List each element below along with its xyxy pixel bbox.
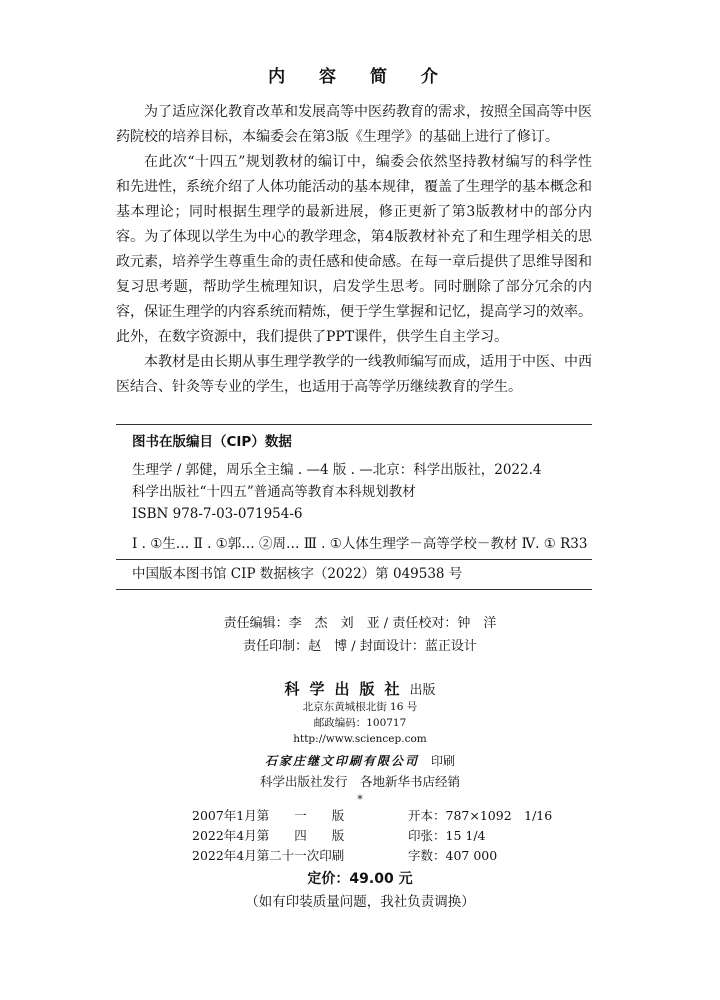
publisher-suffix: 出版 <box>409 683 436 698</box>
cip-block <box>116 424 592 590</box>
distribution-line: 科学出版社发行 各地新华书店经销 <box>259 774 460 789</box>
cip-lines <box>116 459 592 525</box>
cip-line-series: 科学出版社“十四五”普通高等教育本科规划教材 <box>132 484 416 500</box>
publisher-name-line <box>0 678 720 699</box>
page-title: 内 容 简 介 <box>268 67 452 87</box>
edition-spec: 印张：15 1/4 <box>408 828 486 843</box>
editors-line: 责任印制：赵 博 / 封面设计：蓝正设计 <box>243 639 477 654</box>
quality-notice: （如有印装质量问题，我社负责调换） <box>245 894 475 910</box>
printer-suffix: 印刷 <box>431 754 456 768</box>
edition-date: 2022年4月第 四 版 <box>192 828 345 843</box>
edition-row <box>192 806 552 826</box>
separator-star: * <box>357 793 363 806</box>
edition-row <box>192 846 552 866</box>
printer-line <box>0 751 720 771</box>
publisher-url: http://www.sciencep.com <box>293 733 427 745</box>
introduction <box>116 100 592 400</box>
printer-name: 石家庄继文印刷有限公司 <box>264 754 419 768</box>
intro-paragraph: 为了适应深化教育改革和发展高等中医药教育的需求，按照全国高等中医药院校的培养目标，本编委会在第3版《生理学》的基础上进行了修订。 <box>116 104 592 145</box>
price: 定价：49.00 元 <box>307 871 413 887</box>
publisher-block <box>0 678 720 808</box>
edition-date: 2007年1月第 一 版 <box>192 808 345 823</box>
edition-info <box>192 806 552 866</box>
edition-spec: 字数：407 000 <box>408 848 498 863</box>
cip-heading: 图书在版编目（CIP）数据 <box>132 434 292 450</box>
publisher-postcode: 邮政编码：100717 <box>313 717 407 729</box>
intro-paragraph: 本教材是由长期从事生理学教学的一线教师编写而成，适用于中医、中西医结合、针灸等专业的学生，也适用于高等学历继续教育的学生。 <box>116 354 592 395</box>
cip-classification: Ⅰ . ①生… Ⅱ . ①郭… ②周… Ⅲ . ①人体生理学－高等学校－教材 Ⅳ. ① R33 <box>132 536 588 552</box>
publisher-address: 北京东黄城根北街 16 号 <box>302 701 418 713</box>
publisher-name: 科学出版社 <box>284 680 410 698</box>
edition-row <box>192 826 552 846</box>
intro-paragraph: 在此次“十四五”规划教材的编订中，编委会依然坚持教材编写的科学性和先进性，系统介绍了人体功能活动的基本规律，覆盖了生理学的基本概念和基本理论；同时根据生理学的最新进展，修正更新了第3版教材中的部分内容。为了体现以学生为中心的教学理念，第4版教材补充了和生理学相关的思政元素，培养学生尊重生命的责任感和使命感。在每一章后提供了思维导图和复习思考题，帮助学生梳理知识，启发学生思考。同时删除了部分冗余的内容，保证生理学的内容系统而精炼，便于学生掌握和记忆，提高学习的效率。此外，在数字资源中，我们提供了PPT课件，供学生自主学习。 <box>116 154 592 345</box>
edition-date: 2022年4月第二十一次印刷 <box>192 848 345 863</box>
editors-line: 责任编辑：李 杰 刘 亚 / 责任校对：钟 洋 <box>223 616 497 631</box>
cip-line-title: 生理学 / 郭健，周乐全主编 . —4 版 . —北京：科学出版社，2022.4 <box>132 462 542 478</box>
edition-spec: 开本：787×1092 1/16 <box>408 808 553 823</box>
editors-block <box>0 612 720 658</box>
cip-line-isbn: ISBN 978-7-03-071954-6 <box>132 506 303 522</box>
cip-record-number: 中国版本图书馆 CIP 数据核字（2022）第 049538 号 <box>116 559 592 589</box>
